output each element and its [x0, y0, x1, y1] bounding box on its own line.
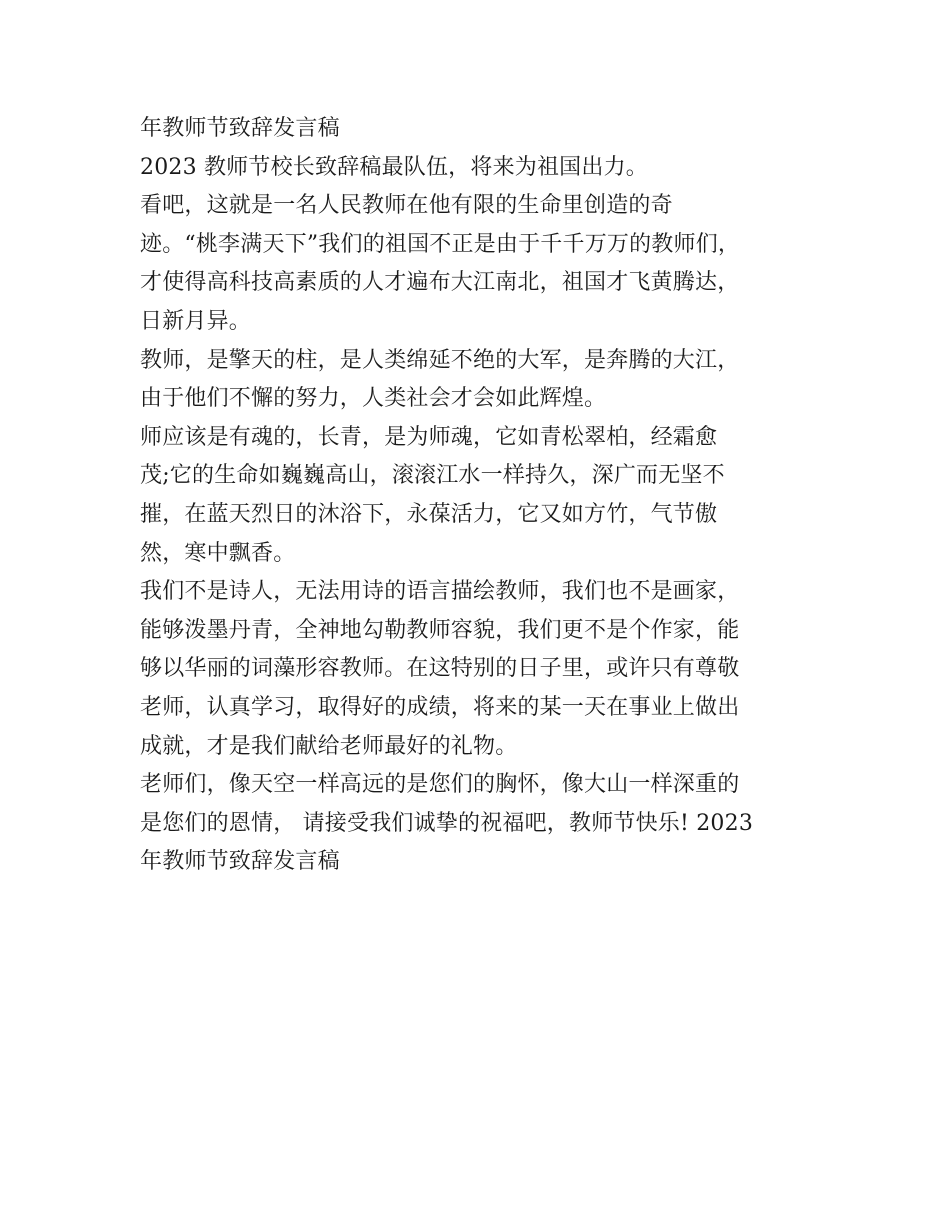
document-body	[140, 110, 830, 882]
text-line: 然，寒中飘香。	[140, 540, 296, 566]
text-line: 够以华丽的词藻形容教师。在这特别的日子里，或许只有尊敬	[140, 656, 740, 682]
text-line: 日新月异。	[140, 308, 252, 334]
text-line: 教师，是擎天的柱，是人类绵延不绝的大军，是奔腾的大江，	[140, 347, 740, 373]
text-line: 年教师节致辞发言稿	[140, 116, 340, 141]
text-line: 老师们，像天空一样高远的是您们的胸怀，像大山一样深重的	[140, 772, 740, 798]
text-line: 摧，在蓝天烈日的沐浴下，永葆活力，它又如方竹，气节傲	[140, 501, 718, 527]
text-line: 才使得高科技高素质的人才遍布大江南北，祖国才飞黄腾达，	[140, 270, 740, 296]
text-line: 我们不是诗人，无法用诗的语言描绘教师，我们也不是画家，	[140, 579, 740, 605]
text-line: 师应该是有魂的，长青，是为师魂，它如青松翠柏，经霜愈	[140, 424, 718, 450]
text-line: 能够泼墨丹青，全神地勾勒教师容貌，我们更不是个作家，能	[140, 617, 740, 643]
text-line: 是您们的恩情， 请接受我们诚挚的祝福吧，教师节快乐! 2023	[140, 810, 754, 836]
text-line: 看吧，这就是一名人民教师在他有限的生命里创造的奇	[140, 193, 673, 219]
text-line: 老师，认真学习，取得好的成绩，将来的某一天在事业上做出	[140, 694, 740, 720]
text-line: 2023 教师节校长致辞稿最队伍，将来为祖国出力。	[140, 154, 648, 180]
text-line: 成就，才是我们献给老师最好的礼物。	[140, 733, 518, 759]
text-line: 茂;它的生命如巍巍高山，滚滚江水一样持久，深广而无坚不	[140, 463, 725, 489]
text-line: 迹。“桃李满天下”我们的祖国不正是由于千千万万的教师们，	[140, 231, 741, 257]
text-line: 年教师节致辞发言稿	[140, 849, 340, 875]
text-line: 由于他们不懈的努力，人类社会才会如此辉煌。	[140, 386, 607, 412]
